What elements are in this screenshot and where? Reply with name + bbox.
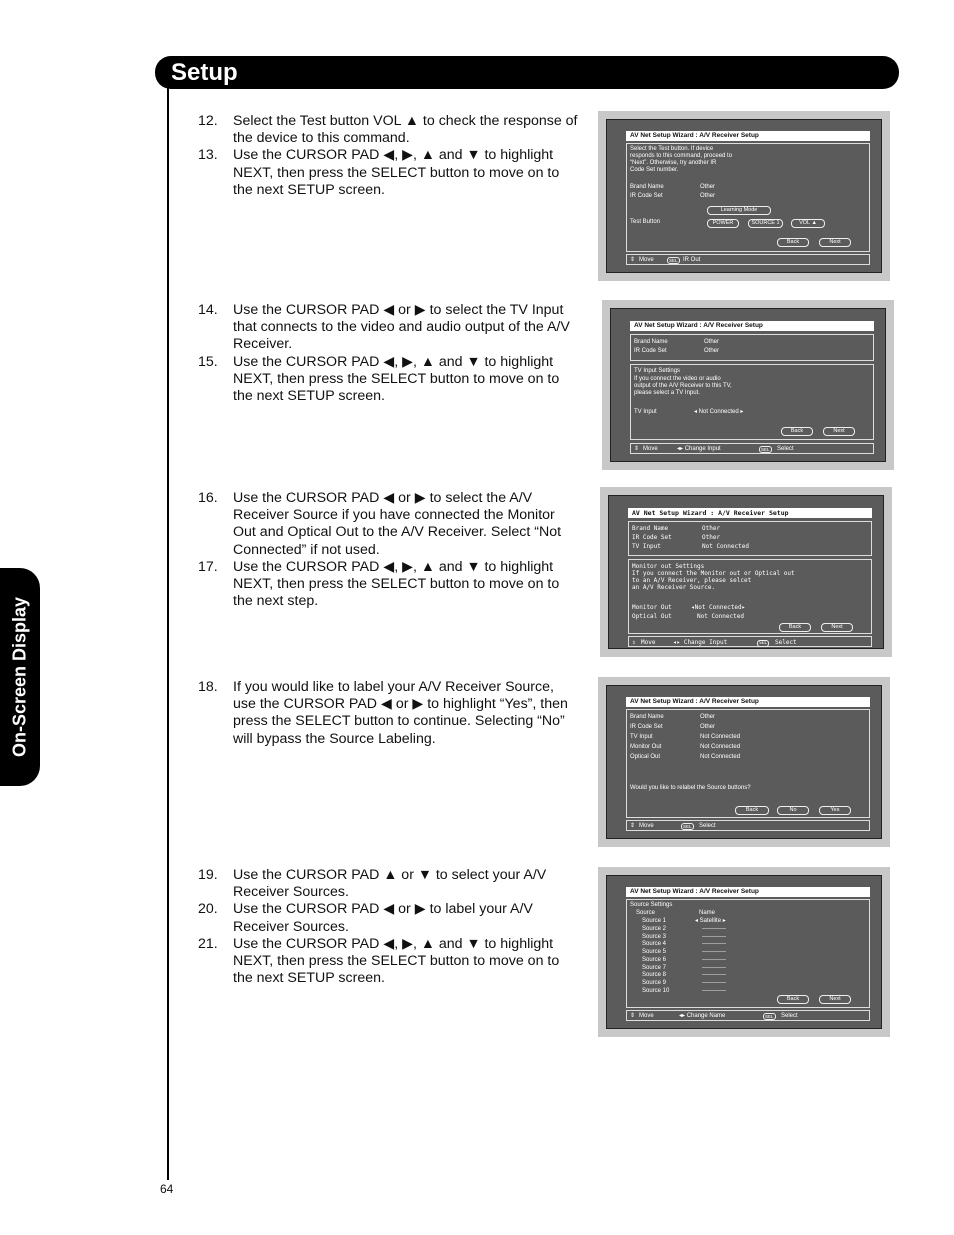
margin-rule <box>167 88 169 1180</box>
steps-section-5 <box>198 867 578 987</box>
source-label: Source 2 <box>642 926 667 932</box>
next-button[interactable]: Next <box>819 995 851 1004</box>
step <box>198 490 578 559</box>
source-name: ------------ <box>702 934 726 940</box>
brand-value: Other <box>700 184 716 190</box>
wizard-title: AV Net Setup Wizard : A/V Receiver Setup <box>626 131 870 141</box>
irset-label: IR Code Set <box>632 534 672 541</box>
brand-value: Other <box>704 339 720 345</box>
step-text: Select the Test button VOL ▲ to check the response of the device to this command. <box>233 113 578 147</box>
source-name: ------------ <box>702 988 726 994</box>
monitor-out-selector[interactable]: ◂Not Connected▸ <box>691 604 746 611</box>
instruction-line: Select the Test button. If device <box>630 146 714 152</box>
step-number: 19. <box>198 867 218 883</box>
side-tab <box>0 568 40 786</box>
status-change: ◂▸ Change Input <box>673 639 728 646</box>
instruction-line: If you connect the video or audio <box>634 376 721 382</box>
updown-icon: ⇕ <box>632 639 636 646</box>
wizard-title: AV Net Setup Wizard : A/V Receiver Setup <box>626 697 870 707</box>
wizard-title: AV Net Setup Wizard : A/V Receiver Setup <box>630 321 874 331</box>
irset-value: Other <box>704 348 720 354</box>
step-number: 14. <box>198 302 218 318</box>
tv-screen <box>606 875 882 1029</box>
step-number: 21. <box>198 935 218 952</box>
row-value: Not Connected <box>700 754 741 760</box>
row-value: Other <box>700 724 716 730</box>
source-name: ------------ <box>702 941 726 947</box>
step <box>198 113 578 147</box>
settings-title: Monitor out Settings <box>632 563 705 570</box>
status-bar <box>630 443 874 454</box>
page-title: Setup <box>171 59 238 86</box>
screenshot-test-button <box>598 111 890 281</box>
wizard-panel <box>626 709 870 818</box>
step-number: 20. <box>198 901 218 918</box>
steps-section-3 <box>198 490 578 610</box>
step-text: Use the CURSOR PAD ◀ or ▶ to select the TV Input that connects to the video and audio output of the A/V Receiver. <box>233 302 570 353</box>
yes-button[interactable]: Yes <box>819 806 851 815</box>
tv-screen <box>608 495 884 649</box>
updown-icon: ⇕ <box>630 823 636 829</box>
irset-value: Other <box>702 534 721 541</box>
brand-label: Brand Name <box>634 339 668 345</box>
source-label: Source 6 <box>642 957 667 963</box>
status-action: IR Out <box>683 257 701 263</box>
step <box>198 936 578 988</box>
status-move: Move <box>639 823 654 829</box>
step-text: Use the CURSOR PAD ◀, ▶, ▲ and ▼ to highlight NEXT, then press the SELECT button to move on to the next SETUP screen. <box>233 147 560 198</box>
source-settings-panel <box>626 899 870 1008</box>
next-button[interactable]: Next <box>821 623 853 632</box>
monitor-out-label: Monitor Out <box>632 604 672 611</box>
monitor-out-panel <box>628 559 872 634</box>
brand-label: Brand Name <box>632 525 669 532</box>
step <box>198 901 578 935</box>
brand-value: Other <box>702 525 721 532</box>
source-label: Source 5 <box>642 949 667 955</box>
instruction-line: responds to this command, proceed to <box>630 153 733 159</box>
sel-icon: SEL <box>669 258 678 263</box>
optical-out-value: Not Connected <box>697 613 744 620</box>
wizard-title: AV Net Setup Wizard : A/V Receiver Setup <box>626 887 870 897</box>
status-bar <box>626 254 870 265</box>
instruction-line: Code Set number. <box>630 167 679 173</box>
step <box>198 354 578 406</box>
status-bar <box>626 820 870 831</box>
instruction-line: output of the A/V Receiver to this TV, <box>634 383 732 389</box>
page-number: 64 <box>160 1182 174 1196</box>
row-label: Optical Out <box>630 754 661 760</box>
source-name-selector[interactable]: ◂ Satellite ▸ <box>695 918 726 924</box>
tv-screen <box>610 308 886 462</box>
no-button[interactable]: No <box>777 806 809 815</box>
step <box>198 559 578 611</box>
sel-icon: SEL <box>683 824 692 829</box>
header-bar <box>155 56 899 89</box>
test-button-label: Test Button <box>630 219 661 225</box>
back-button[interactable]: Back <box>777 995 809 1004</box>
step <box>198 302 578 354</box>
screenshot-tv-input <box>602 300 894 470</box>
tv-screen <box>606 685 882 839</box>
instruction-line: If you connect the Monitor out or Optical out <box>632 570 795 577</box>
step-number: 12. <box>198 113 218 129</box>
instruction-line: “Next”. Otherwise, try another IR <box>630 160 717 166</box>
source-label: Source 3 <box>642 934 667 940</box>
instruction-line: to an A/V Receiver, please selcet <box>632 577 752 584</box>
updown-icon: ⇕ <box>634 446 640 452</box>
step <box>198 679 578 748</box>
status-move: Move <box>639 1013 654 1019</box>
row-value: Other <box>700 714 716 720</box>
settings-title: TV Input Settings <box>634 368 681 374</box>
screenshot-monitor-out <box>600 487 892 657</box>
step-number: 18. <box>198 679 218 695</box>
tv-screen <box>606 119 882 273</box>
source-name: ------------ <box>702 965 726 971</box>
source-label: Source 4 <box>642 941 667 947</box>
steps-section-4 <box>198 679 578 748</box>
instruction-line: an A/V Receiver Source. <box>632 584 716 591</box>
status-select: Select <box>781 1013 798 1019</box>
steps-section-1 <box>198 113 578 199</box>
step-text: If you would like to label your A/V Receiver Source, use the CURSOR PAD ◀ or ▶ to highlight “Yes”, then press the SELECT button to continue. Selecting “No” will bypass the Source Labeling. <box>233 679 568 747</box>
source1-test-button[interactable]: SOURCE 1 <box>748 219 783 228</box>
source-name: ------------ <box>702 957 726 963</box>
status-move: Move <box>639 257 654 263</box>
step-number: 17. <box>198 558 218 575</box>
screenshot-source-settings <box>598 867 890 1037</box>
status-select: Select <box>699 823 716 829</box>
screenshot-relabel <box>598 677 890 847</box>
col-name-header: Name <box>699 910 716 916</box>
row-label: IR Code Set <box>630 724 663 730</box>
col-source-header: Source <box>636 910 656 916</box>
sel-icon: SEL <box>761 447 770 452</box>
source-label: Source 7 <box>642 965 667 971</box>
learning-mode-button[interactable]: Learning Mode <box>707 206 771 215</box>
step-text: Use the CURSOR PAD ◀, ▶, ▲ and ▼ to highlight NEXT, then press the SELECT button to move on to the next SETUP screen. <box>233 353 560 405</box>
row-label: Brand Name <box>630 714 664 720</box>
steps-section-2 <box>198 302 578 405</box>
step-number: 16. <box>198 490 218 506</box>
row-value: Not Connected <box>700 744 741 750</box>
next-button[interactable]: Next <box>823 427 855 436</box>
back-button[interactable]: Back <box>781 427 813 436</box>
step-text: Use the CURSOR PAD ◀ or ▶ to label your A/V Receiver Sources. <box>233 901 533 935</box>
source-label: Source 8 <box>642 972 667 978</box>
source-label: Source 1 <box>642 918 667 924</box>
power-test-button[interactable]: POWER <box>707 219 739 228</box>
status-change: ◂▸ Change Input <box>677 446 721 452</box>
side-tab-label: On-Screen Display <box>9 596 30 758</box>
step <box>198 147 578 199</box>
sel-icon: SEL <box>765 1014 774 1019</box>
tv-input-label: TV Input <box>634 409 657 415</box>
irset-label: IR Code Set <box>634 348 667 354</box>
step-text: Use the CURSOR PAD ▲ or ▼ to select your A/V Receiver Sources. <box>233 867 547 901</box>
status-bar <box>626 1010 870 1021</box>
tv-input-panel <box>630 364 874 440</box>
tv-input-value: Not Connected <box>702 543 749 550</box>
row-label: TV Input <box>630 734 653 740</box>
status-select: Select <box>777 446 794 452</box>
optical-out-label: Optical Out <box>632 613 672 620</box>
back-button[interactable]: Back <box>735 806 769 815</box>
source-label: Source 10 <box>642 988 670 994</box>
status-bar <box>628 636 872 647</box>
wizard-panel <box>626 143 870 252</box>
instruction-line: please select a TV Input. <box>634 390 700 396</box>
next-button[interactable]: Next <box>819 238 851 247</box>
updown-icon: ⇕ <box>630 257 636 263</box>
sel-icon: SEL <box>759 641 768 646</box>
irset-value: Other <box>700 193 716 199</box>
status-move: Move <box>643 446 658 452</box>
row-label: Monitor Out <box>630 744 662 750</box>
tv-input-selector[interactable]: ◂ Not Connected ▸ <box>694 409 744 415</box>
source-name: ------------ <box>702 972 726 978</box>
vol-up-test-button[interactable]: VOL ▲ <box>791 219 825 228</box>
tv-input-label: TV Input <box>632 543 661 550</box>
info-panel <box>628 521 872 556</box>
step <box>198 867 578 901</box>
updown-icon: ⇕ <box>630 1013 636 1019</box>
source-label: Source 9 <box>642 980 667 986</box>
status-change: ◂▸ Change Name <box>679 1013 726 1019</box>
brand-label: Brand Name <box>630 184 664 190</box>
back-button[interactable]: Back <box>777 238 809 247</box>
status-select: Select <box>775 639 797 646</box>
source-name: ------------ <box>702 926 726 932</box>
step-number: 15. <box>198 353 218 370</box>
source-name: ------------ <box>702 949 726 955</box>
source-name: ------------ <box>702 980 726 986</box>
step-text: Use the CURSOR PAD ◀ or ▶ to select the A/V Receiver Source if you have connected the Monitor Out and Optical Out to the A/V Receiver. Select “Not Connected” if not used. <box>233 490 562 558</box>
step-number: 13. <box>198 147 218 164</box>
status-move: Move <box>641 639 656 646</box>
irset-label: IR Code Set <box>630 193 663 199</box>
relabel-question: Would you like to relabel the Source buttons? <box>630 785 751 791</box>
step-text: Use the CURSOR PAD ◀, ▶, ▲ and ▼ to highlight NEXT, then press the SELECT button to move on to the next SETUP screen. <box>233 935 560 987</box>
row-value: Not Connected <box>700 734 741 740</box>
info-panel <box>630 334 874 361</box>
wizard-title: AV Net Setup Wizard : A/V Receiver Setup <box>628 508 872 518</box>
back-button[interactable]: Back <box>779 623 811 632</box>
settings-title: Source Settings <box>630 902 673 908</box>
step-text: Use the CURSOR PAD ◀, ▶, ▲ and ▼ to highlight NEXT, then press the SELECT button to move on to the next step. <box>233 558 560 610</box>
